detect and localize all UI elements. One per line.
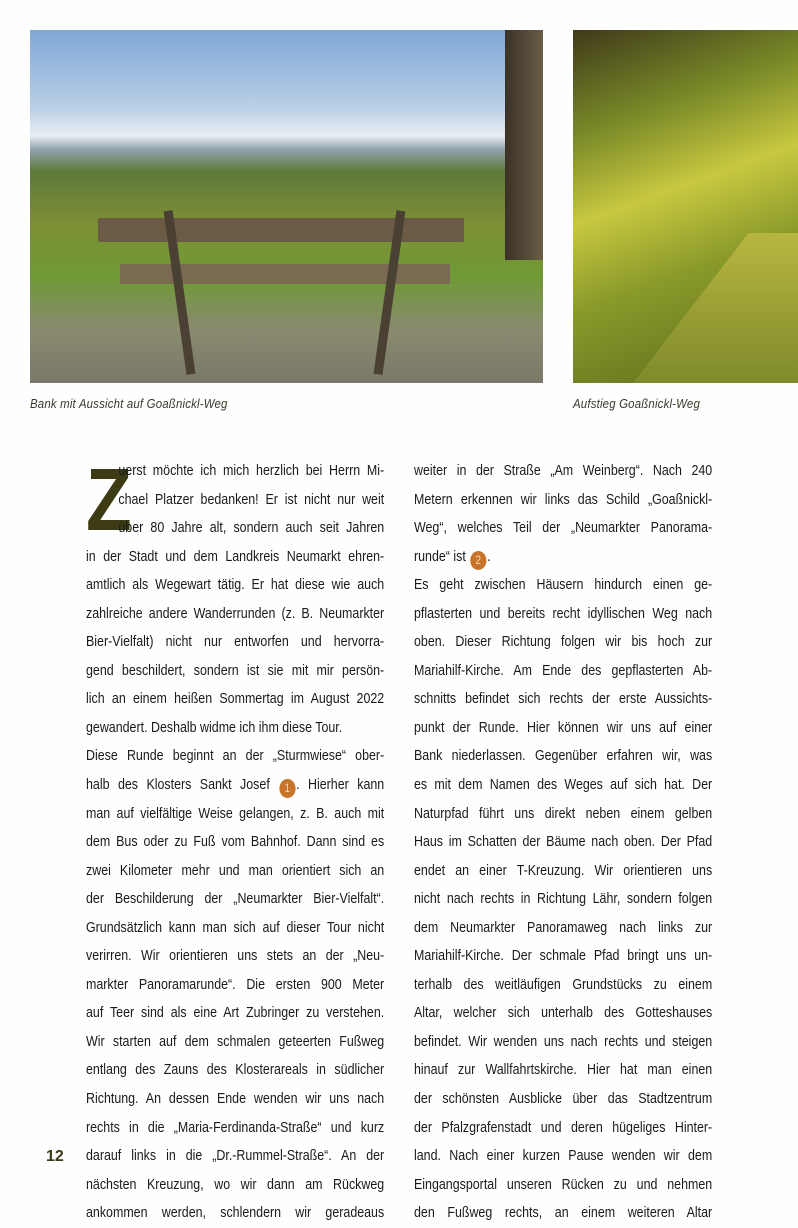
text-line: rechts in die „Maria-Ferdinanda-Straße“ und kurz [86,1119,385,1136]
text-line: Mariahilf-Kirche. Der schmale Pfad bringt uns un- [414,948,713,965]
text-line: nicht nach rechts in Richtung Lähr, sondern folgen [414,891,713,908]
text-line: entlang des Zauns des Klosterareals in südlicher [86,1062,385,1079]
text-segment: . [487,548,491,565]
text-line: ankommen werden, schlendern wir geradeaus [86,1205,385,1222]
text-line: markter Panoramarunde“. Die ersten 900 Meter [86,976,385,993]
text-line: der schönsten Ausblicke über das Stadtzentrum [414,1091,713,1108]
text-line [86,771,384,800]
bench-backrest [98,218,464,242]
text-line: Mariahilf-Kirche. Am Ende des gepflasterten Ab- [414,662,713,679]
text-line: lich an einem heißen Sommertag im August 2022 [86,691,385,708]
text-line: terhalb des weitläufigen Grundstücks zu einem [414,976,713,993]
text-line: Es geht zwischen Häusern hindurch einen ge- [414,577,713,594]
paved-path [633,233,798,383]
text-line: darauf links in die „Dr.-Rummel-Straße“. An der [86,1148,385,1165]
text-line: Grundsätzlich kann man sich auf dieser Tour nicht [86,919,385,936]
text-line: Eingangsportal unseren Rücken zu und nehmen [414,1176,713,1193]
text-line: chael Platzer bedanken! Er ist nicht nur weit [118,491,385,508]
text-line: endet an einer T-Kreuzung. Wir orientieren uns [414,862,713,879]
text-segment: . Hierher kann [296,777,385,794]
text-line: Altar, welcher sich unterhalb des Gotteshauses [414,1005,713,1022]
text-line: Naturpfad führt uns direkt neben einem gelben [414,805,713,822]
caption-path: Aufstieg Goaßnickl-Weg [573,396,701,411]
text-column-left [86,450,385,1228]
text-line: zwei Kilometer mehr und man orientiert sich an [86,862,385,879]
text-line: Metern erkennen wir links das Schild „Goaßnickl- [414,491,713,508]
text-line: man auf vielfältige Weise gelangen, z. B. auch mit [86,805,385,822]
text-line: Bier-Vielfalt) nicht nur entworfen und hervorra- [86,634,385,651]
text-line: in der Stadt und dem Landkreis Neumarkt ehren- [86,548,385,565]
text-line: nächsten Kreuzung, wo wir dann am Rückweg [86,1176,385,1193]
text-segment: runde“ ist [414,548,470,565]
text-line: gend beschildert, sondern ist sie mit mir persön- [86,662,385,679]
drop-cap: Z [86,450,132,549]
text-line: befindet. Wir wenden uns nach rechts und steigen [414,1033,713,1050]
photo-forest-path [573,30,798,383]
photo-bench-with-view [30,30,543,383]
text-line: zahlreiche andere Wanderrunden (z. B. Neumarkter [86,605,385,622]
text-line: pflasterten und bereits recht idyllischen Weg nach [414,605,713,622]
text-line: dem Neumarkter Panoramaweg nach links zur [414,919,713,936]
text-line: uerst möchte ich mich herzlich bei Herrn Mi- [118,463,385,479]
text-line: über 80 Jahre alt, sondern auch seit Jahren [118,520,385,537]
text-line: Wir starten auf dem schmalen geteerten Fußweg [86,1033,385,1050]
text-line: land. Nach einer kurzen Pause wenden wir dem [414,1148,713,1165]
text-line: verirren. Wir orientieren uns stets an der „Neu- [86,948,385,965]
caption-bench: Bank mit Aussicht auf Goaßnickl-Weg [30,396,228,411]
tree-trunk [505,30,543,260]
text-line: Diese Runde beginnt an der „Sturmwiese“ ober- [86,748,385,765]
text-line: Weg“, welches Teil der „Neumarkter Panorama- [414,520,713,537]
waypoint-badge: 2 [470,551,486,570]
text-line: punkt der Runde. Hier können wir uns auf einer [414,719,713,736]
text-line: es mit dem Namen des Weges auf sich hat. Der [414,777,713,794]
text-line: hinauf zur Wallfahrtskirche. Hier hat man einen [414,1062,713,1079]
bench-seat [120,264,450,284]
text-line: Bank niederlassen. Gegenüber erfahren wir, was [414,748,713,765]
text-segment: halb des Klosters Sankt Josef [86,777,279,794]
text-line: weiter in der Straße „Am Weinberg“. Nach 240 [414,463,713,479]
text-line: schnitts befindet sich rechts der erste Aussichts- [414,691,713,708]
text-line: den Fußweg rechts, an einem weiteren Altar [414,1205,713,1222]
text-column-right [414,457,712,1228]
text-line: amtlich als Wegewart tätig. Er hat diese wie auch [86,577,385,594]
text-line: Richtung. An dessen Ende wenden wir uns nach [86,1091,385,1108]
text-line: Haus im Schatten der Bäume nach oben. Der Pfad [414,834,713,851]
page-number: 12 [46,1148,64,1165]
text-line: gewandert. Deshalb widme ich ihm diese Tour. [86,719,343,736]
text-line: oben. Dieser Richtung folgen wir bis hoch zur [414,634,713,651]
waypoint-badge: 1 [279,779,295,798]
text-line [414,543,712,572]
text-line: der Pfalzgrafenstadt und deren hügeliges Hinter- [414,1119,713,1136]
text-line: auf Teer sind als eine Art Zubringer zu verstehen. [86,1005,385,1022]
text-line: dem Bus oder zu Fuß vom Bahnhof. Dann sind es [86,834,385,851]
text-line: der Beschilderung der „Neumarkter Bier-Vielfalt“. [86,891,385,908]
